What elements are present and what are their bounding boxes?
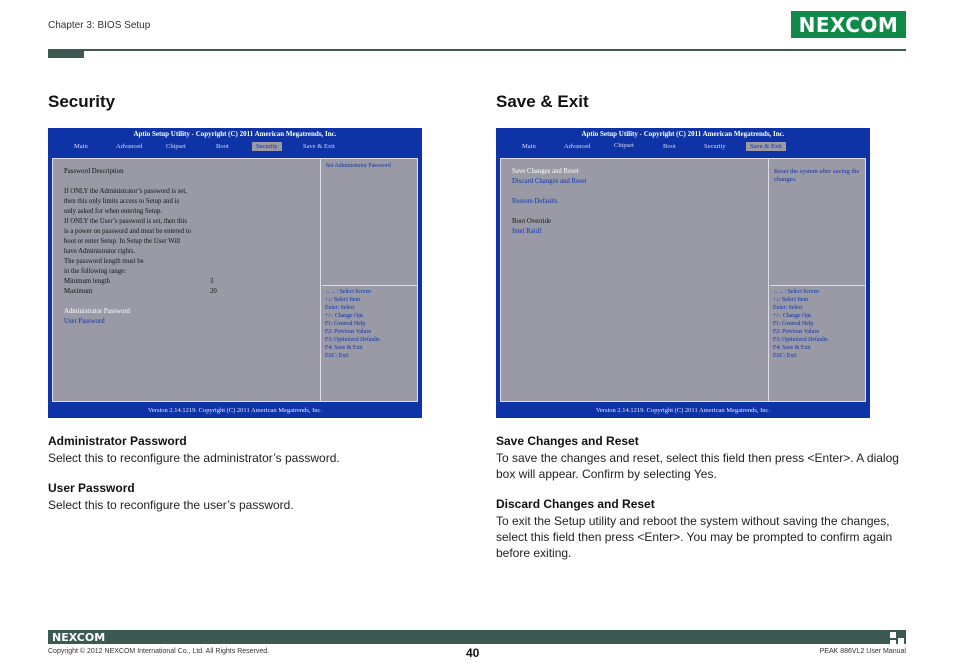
bios-tab-advanced: Advanced <box>564 143 591 150</box>
manual-name: PEAK 886VL2 User Manual <box>819 648 906 655</box>
bios-hint: ↑↓: Select Item <box>773 297 809 303</box>
chapter-label: Chapter 3: BIOS Setup <box>48 20 151 31</box>
bios-tab-advanced: Advanced <box>116 143 143 150</box>
bios-tab-boot: Boot <box>663 143 676 150</box>
desc-line: select this field then press <Enter>. You may be prompted to confirm again <box>496 530 893 544</box>
bios-hint: F1: General Help <box>325 321 366 327</box>
bios-header: Aptio Setup Utility - Copyright (C) 2011 American Megatrends, Inc. <box>581 130 785 138</box>
bios-item-save-reset: Save Changes and Reset <box>512 168 579 175</box>
footer-squares-icon <box>888 630 906 644</box>
bios-tab-main: Main <box>522 143 536 150</box>
bios-line: Password Description <box>64 168 124 175</box>
page-number: 40 <box>466 646 480 660</box>
bios-tab-security: Security <box>704 143 726 150</box>
bios-tab-save-exit: Save & Exit <box>746 142 786 151</box>
bios-tab-bar <box>496 141 870 154</box>
bios-hints <box>325 288 380 360</box>
desc-heading-admin-password: Administrator Password <box>48 434 187 448</box>
bios-hint-divider <box>770 285 866 286</box>
bios-item-intel-raid: Intel Raid1 <box>512 228 543 235</box>
desc-text-discard-reset <box>496 513 892 561</box>
bios-tab-chipset: Chipset <box>614 142 634 149</box>
bios-tab-main: Main <box>74 143 88 150</box>
bios-max-label: Maximum <box>64 288 93 295</box>
desc-text-save-reset <box>496 450 899 482</box>
section-title-save-exit: Save & Exit <box>496 92 589 111</box>
bios-help-pane: Reset the system after saving the changes. <box>774 168 860 183</box>
desc-text-user-password: Select this to reconfigure the user’s password. <box>48 498 294 512</box>
bios-section-boot-override: Boot Override <box>512 218 552 225</box>
bios-line: is a power on password and must be entered to <box>64 228 192 235</box>
desc-heading-user-password: User Password <box>48 481 135 495</box>
bios-hint: +/-: Change Opt. <box>773 313 813 319</box>
bios-tab-security: Security <box>252 142 282 151</box>
bios-line: in the following range: <box>64 268 127 275</box>
bios-line: have Administrator rights. <box>64 248 136 255</box>
bios-hint: F4: Save & Exit <box>325 345 363 351</box>
bios-item-discard-reset: Discard Changes and Reset <box>512 178 587 185</box>
bios-hint: F3: Optimized Defaults <box>773 337 828 343</box>
bios-hint: →←: Select Screen <box>325 289 372 295</box>
desc-line: To save the changes and reset, select this field then press <Enter>. A dialog <box>496 451 899 465</box>
bios-item-restore-defaults: Restore Defaults <box>512 198 558 205</box>
bios-hint: ESC: Exit <box>325 353 349 359</box>
desc-heading-discard-reset: Discard Changes and Reset <box>496 497 655 511</box>
bios-tab-chipset: Chipset <box>166 143 186 150</box>
bios-line: only asked for when entering Setup. <box>64 208 163 215</box>
bios-line: boot or enter Setup. In Setup the User Will <box>64 238 181 245</box>
bios-max-value: 20 <box>210 288 217 295</box>
bios-footer: Version 2.14.1219. Copyright (C) 2011 American Megatrends, Inc. <box>595 407 771 414</box>
bios-tab-boot: Boot <box>216 143 229 150</box>
bios-hint: F2: Previous Values <box>325 329 372 335</box>
bios-hint: +/-: Change Opt. <box>325 313 365 319</box>
bios-min-label: Minimum length <box>64 278 110 285</box>
bios-hint: ↑↓: Select Item <box>325 297 361 303</box>
bios-help-pane: Set Administrator Password <box>326 163 391 169</box>
bios-line: then this only limits access to Setup and is <box>64 198 180 205</box>
bios-min-value: 3 <box>210 278 214 285</box>
footer-logo: NEXCOM <box>52 631 106 644</box>
desc-text-admin-password: Select this to reconfigure the administrator’s password. <box>48 451 340 465</box>
bios-hint-divider <box>322 285 418 286</box>
bios-hint: ESC: Exit <box>773 353 797 359</box>
bios-item-user-password: User Password <box>64 318 105 325</box>
bios-min-row <box>64 277 320 287</box>
bios-tab-bar <box>48 141 422 154</box>
bios-screenshot-security <box>48 128 422 418</box>
bios-line: If ONLY the Administrator’s password is set, <box>64 188 187 195</box>
nexcom-logo: NEXCOM <box>791 11 906 38</box>
bios-hint: F4: Save & Exit <box>773 345 811 351</box>
bios-hint: F3: Optimized Defaults <box>325 337 380 343</box>
desc-line: box will appear. Confirm by selecting Yes. <box>496 467 717 481</box>
bios-line: If ONLY the User’s password is set, then this <box>64 218 187 225</box>
bios-screenshot-save-exit <box>496 128 870 418</box>
header-tab-mark <box>48 49 84 58</box>
bios-header: Aptio Setup Utility - Copyright (C) 2011 American Megatrends, Inc. <box>133 130 337 138</box>
bios-line: The password length must be <box>64 258 144 265</box>
desc-line: before exiting. <box>496 546 572 560</box>
bios-max-row <box>64 287 320 297</box>
bios-body <box>52 158 418 402</box>
bios-body <box>500 158 866 402</box>
bios-main-pane <box>53 159 321 401</box>
desc-heading-save-reset: Save Changes and Reset <box>496 434 639 448</box>
bios-hint: Enter: Select <box>773 305 803 311</box>
bios-hint: F1: General Help <box>773 321 814 327</box>
bios-tab-save-exit: Save & Exit <box>303 143 335 150</box>
bios-hint: →←: Select Screen <box>773 289 820 295</box>
bios-item-admin-password: Administrator Password <box>64 308 130 315</box>
bios-footer: Version 2.14.1219. Copyright (C) 2011 American Megatrends, Inc. <box>147 407 323 414</box>
bios-hint: Enter: Select <box>325 305 355 311</box>
desc-line: To exit the Setup utility and reboot the system without saving the changes, <box>496 514 890 528</box>
bios-main-pane <box>501 159 769 401</box>
header-divider <box>48 49 906 51</box>
section-title-security: Security <box>48 92 116 111</box>
footer-bar <box>48 630 906 644</box>
footer-copyright: Copyright © 2012 NEXCOM International Co., Ltd. All Rights Reserved. <box>48 648 270 655</box>
bios-hint: F2: Previous Values <box>773 329 820 335</box>
bios-hints <box>773 288 828 360</box>
